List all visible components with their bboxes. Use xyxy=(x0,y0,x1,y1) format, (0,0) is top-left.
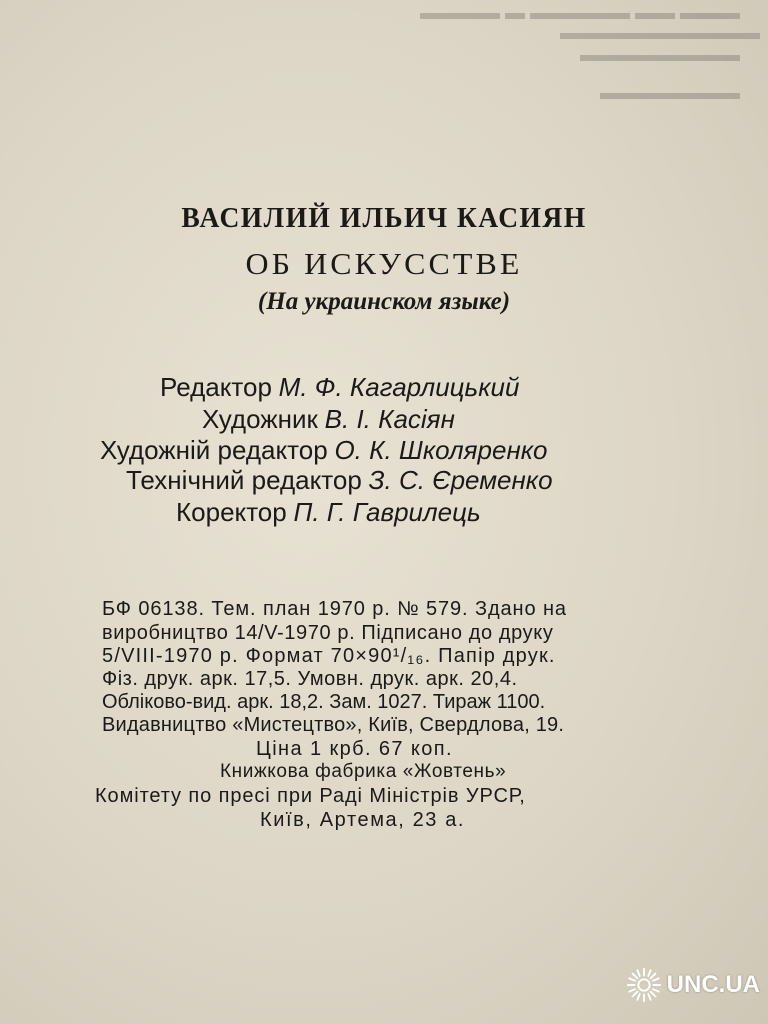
credit-name: З. С. Єременко xyxy=(368,465,553,495)
credit-proofreader xyxy=(176,499,481,526)
bleed-through-text: ▬▬▬▬▬▬▬▬▬▬ xyxy=(560,22,760,44)
book-author: ВАСИЛИЙ ИЛЬИЧ КАСИЯН xyxy=(181,202,587,234)
credit-name: В. І. Касіян xyxy=(324,404,455,434)
credit-role: Редактор xyxy=(160,372,272,402)
imprint-line: Видавництво «Мистецтво», Київ, Свердлова, 19. xyxy=(102,714,565,736)
credit-role: Художній редактор xyxy=(100,435,328,465)
imprint-line: Київ, Артема, 23 а. xyxy=(260,809,466,831)
credit-tech-editor xyxy=(126,467,553,494)
imprint-line: Фіз. друк. арк. 17,5. Умовн. друк. арк. 20,4. xyxy=(102,668,518,690)
imprint-line: Ціна 1 крб. 67 коп. xyxy=(256,738,453,760)
imprint-line: виробництво 14/V-1970 р. Підписано до друку xyxy=(102,622,554,644)
credit-artist xyxy=(202,406,455,433)
imprint-line: Книжкова фабрика «Жовтень» xyxy=(220,761,507,782)
sun-burst-icon xyxy=(625,966,663,1004)
credit-name: О. К. Школяренко xyxy=(334,435,548,465)
credit-role: Технічний редактор xyxy=(126,465,362,495)
site-watermark xyxy=(625,966,760,1004)
bleed-through-text: ▬▬▬▬▬▬▬ xyxy=(600,82,740,104)
book-title: ОБ ИСКУССТВЕ xyxy=(245,246,523,281)
language-note: (На украинском языке) xyxy=(257,288,511,315)
imprint-line: Обліково-вид. арк. 18,2. Зам. 1027. Тираж 1100. xyxy=(102,691,546,713)
imprint-line: Комітету по пресі при Раді Міністрів УРСР, xyxy=(95,785,526,807)
bleed-through-text: ▬▬▬ ▬▬ ▬▬▬▬▬ ▬ ▬▬▬▬ xyxy=(420,2,740,24)
bleed-through-text: ▬▬▬▬▬▬▬▬ xyxy=(580,44,740,66)
watermark-text: UNC.UA xyxy=(666,971,760,998)
credit-role: Коректор xyxy=(176,497,287,527)
credit-editor xyxy=(160,374,519,401)
credit-name: П. Г. Гаврилець xyxy=(293,497,481,527)
imprint-line: 5/VIII-1970 р. Формат 70×90¹/₁₆. Папір друк. xyxy=(102,645,556,667)
imprint-line: БФ 06138. Тем. план 1970 р. № 579. Здано на xyxy=(102,598,567,620)
credit-art-editor xyxy=(100,437,548,464)
credit-role: Художник xyxy=(202,404,318,434)
credit-name: М. Ф. Кагарлицький xyxy=(278,372,520,402)
